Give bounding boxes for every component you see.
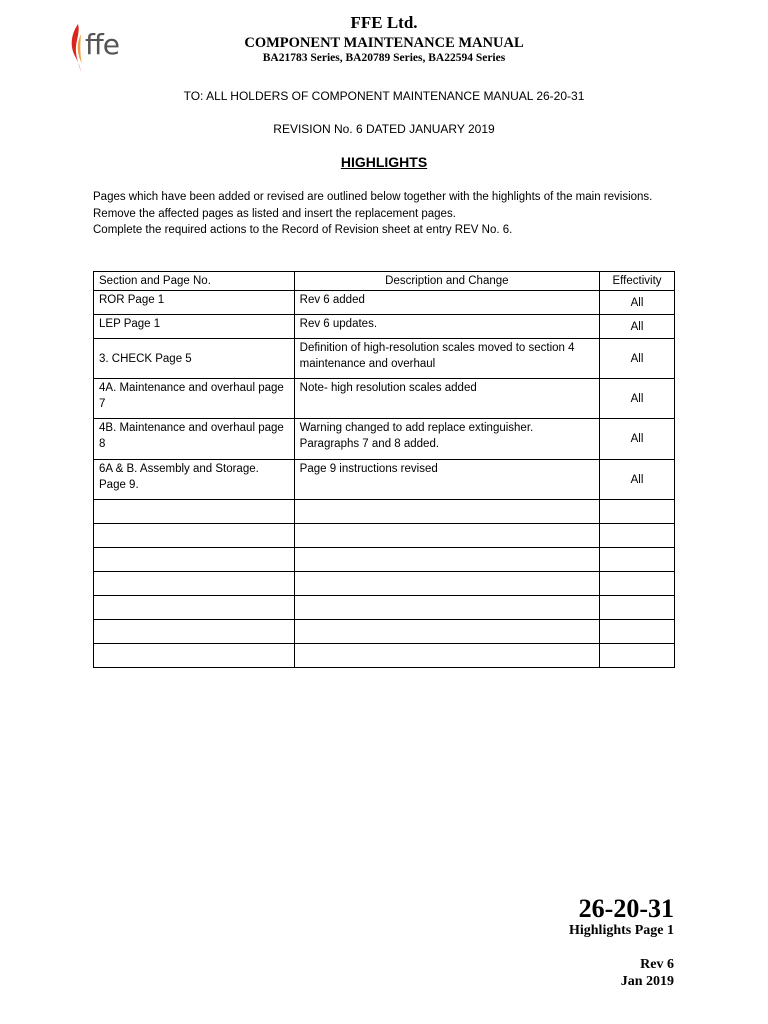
empty-cell [600, 620, 675, 644]
empty-cell [94, 524, 295, 548]
cell-description: Rev 6 added [294, 291, 599, 315]
series-line: BA21783 Series, BA20789 Series, BA22594 Series [262, 52, 506, 64]
cell-section: LEP Page 1 [94, 315, 295, 339]
table-row [94, 315, 675, 339]
intro-line-2: Remove the affected pages as listed and insert the replacement pages. [93, 207, 456, 220]
empty-cell [94, 620, 295, 644]
cell-section: ROR Page 1 [94, 291, 295, 315]
table-row [94, 419, 675, 460]
empty-cell [94, 596, 295, 620]
empty-table-row [94, 572, 675, 596]
header-description: Description and Change [294, 272, 599, 291]
empty-cell [600, 572, 675, 596]
empty-table-row [94, 524, 675, 548]
cell-effectivity: All [600, 291, 675, 315]
cell-effectivity: All [600, 460, 675, 500]
highlights-heading: HIGHLIGHTS [340, 154, 428, 170]
cell-effectivity: All [600, 315, 675, 339]
empty-table-row [94, 620, 675, 644]
table-row [94, 339, 675, 379]
cell-section: 3. CHECK Page 5 [94, 339, 295, 379]
header-effectivity: Effectivity [600, 272, 675, 291]
manual-code: 26-20-31 [578, 894, 674, 923]
empty-cell [94, 572, 295, 596]
empty-cell [294, 620, 599, 644]
empty-cell [294, 572, 599, 596]
empty-cell [600, 548, 675, 572]
intro-line-1: Pages which have been added or revised are outlined below together with the highlights of the main revisions. [93, 191, 653, 203]
cell-section: 4A. Maintenance and overhaul page 7 [94, 379, 295, 419]
empty-cell [600, 500, 675, 524]
cell-description: Warning changed to add replace extinguisher. Paragraphs 7 and 8 added. [294, 419, 599, 460]
cell-effectivity: All [600, 379, 675, 419]
cell-description: Page 9 instructions revised [294, 460, 599, 500]
empty-cell [94, 548, 295, 572]
table-header-row [94, 272, 675, 291]
cell-description: Rev 6 updates. [294, 315, 599, 339]
empty-cell [294, 596, 599, 620]
company-name: FFE Ltd. [350, 13, 418, 32]
intro-paragraph [93, 189, 683, 239]
empty-table-row [94, 596, 675, 620]
logo-wordmark: ffe [85, 28, 119, 61]
empty-cell [294, 644, 599, 668]
cell-description: Note- high resolution scales added [294, 379, 599, 419]
cell-section: 4B. Maintenance and overhaul page 8 [94, 419, 295, 460]
intro-line-3: Complete the required actions to the Record of Revision sheet at entry REV No. 6. [93, 224, 513, 236]
empty-cell [94, 500, 295, 524]
empty-cell [94, 644, 295, 668]
empty-table-row [94, 548, 675, 572]
cell-description: Definition of high-resolution scales moved to section 4 maintenance and overhaul [294, 339, 599, 379]
empty-cell [294, 524, 599, 548]
cell-effectivity: All [600, 339, 675, 379]
manual-title: COMPONENT MAINTENANCE MANUAL [244, 35, 524, 51]
page-label: Highlights Page 1 [568, 923, 674, 938]
empty-table-row [94, 644, 675, 668]
empty-cell [600, 644, 675, 668]
empty-table-row [94, 500, 675, 524]
empty-cell [600, 596, 675, 620]
revision-line: REVISION No. 6 DATED JANUARY 2019 [273, 122, 495, 136]
empty-cell [294, 500, 599, 524]
date-label: Jan 2019 [620, 974, 674, 989]
header-section: Section and Page No. [94, 272, 295, 291]
table-row [94, 460, 675, 500]
empty-cell [600, 524, 675, 548]
table-row [94, 291, 675, 315]
cell-effectivity: All [600, 419, 675, 460]
revision-label: Rev 6 [640, 957, 674, 972]
highlights-table [93, 271, 675, 668]
table-row [94, 379, 675, 419]
cell-section: 6A & B. Assembly and Storage. Page 9. [94, 460, 295, 500]
empty-cell [294, 548, 599, 572]
to-line: TO: ALL HOLDERS OF COMPONENT MAINTENANCE MANUAL 26-20-31 [183, 89, 585, 103]
